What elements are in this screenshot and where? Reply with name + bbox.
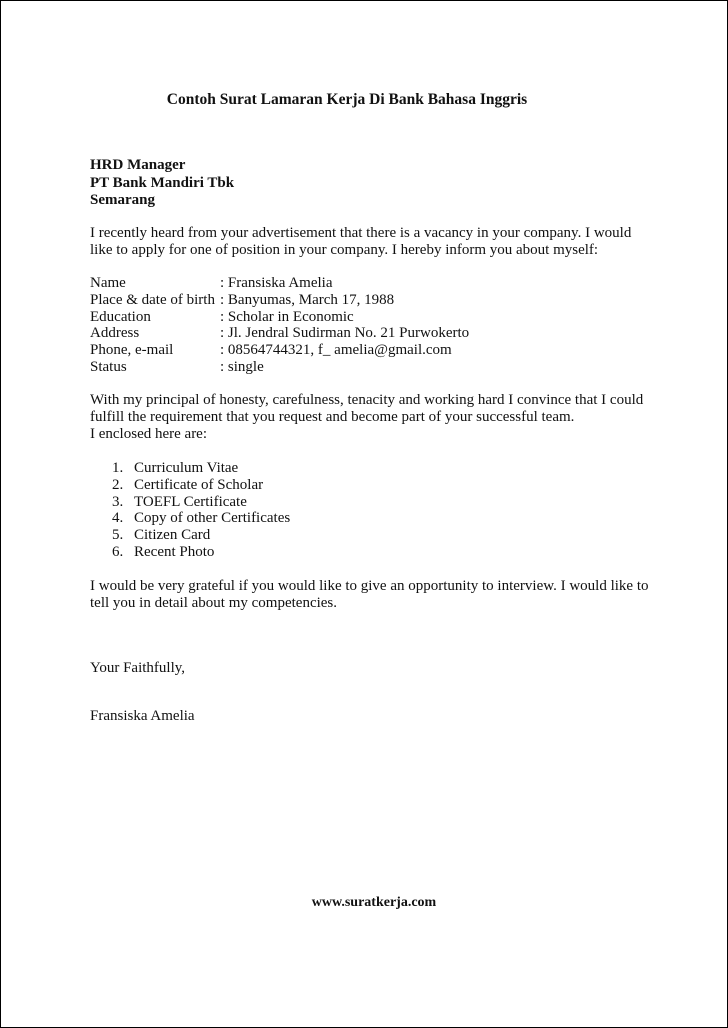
detail-value: : Banyumas, March 17, 1988 bbox=[220, 291, 395, 308]
detail-label: Place & date of birth bbox=[90, 291, 215, 308]
recipient-line-2: PT Bank Mandiri Tbk bbox=[90, 174, 235, 191]
list-item bbox=[112, 510, 290, 527]
detail-label: Name bbox=[90, 275, 126, 291]
list-item-number: 1. bbox=[112, 460, 124, 476]
detail-value: : single bbox=[220, 358, 264, 375]
detail-row bbox=[90, 325, 469, 342]
list-item bbox=[112, 477, 290, 494]
detail-label: Status bbox=[90, 358, 127, 375]
detail-row bbox=[90, 292, 469, 309]
list-item-number: 2. bbox=[112, 476, 124, 493]
detail-value: : Fransiska Amelia bbox=[220, 275, 333, 291]
closing-salutation: Your Faithfully, bbox=[90, 660, 186, 676]
recipient-block bbox=[90, 157, 234, 210]
conviction-text: With my principal of honesty, carefulness, tenacity and working hard I convince that I could fulfill the requirement that you request and become part of your successful team. bbox=[90, 392, 644, 425]
list-item-number: 5. bbox=[112, 527, 124, 544]
list-item bbox=[112, 527, 290, 544]
detail-value: : Jl. Jendral Sudirman No. 21 Purwokerto bbox=[220, 325, 470, 342]
detail-label: Education bbox=[90, 308, 151, 325]
document-title-text: Contoh Surat Lamaran Kerja Di Bank Bahasa Inggris bbox=[166, 91, 528, 108]
signature-name: Fransiska Amelia bbox=[90, 708, 195, 724]
list-item-text: Certificate of Scholar bbox=[134, 476, 264, 493]
enclosed-intro: I enclosed here are: bbox=[90, 426, 208, 442]
detail-label: Phone, e-mail bbox=[90, 342, 174, 359]
list-item bbox=[112, 494, 290, 511]
list-item-text: Copy of other Certificates bbox=[134, 510, 291, 527]
list-item bbox=[112, 460, 290, 477]
list-item-text: Recent Photo bbox=[134, 543, 215, 560]
interview-paragraph: I would be very grateful if you would like to give an opportunity to interview. I would like to tell you in detail about my competencies. bbox=[90, 578, 649, 611]
list-item-text: Citizen Card bbox=[134, 527, 211, 544]
footer-website bbox=[1, 895, 727, 911]
detail-row bbox=[90, 309, 469, 326]
detail-label: Address bbox=[90, 325, 140, 342]
recipient-line-1: HRD Manager bbox=[90, 157, 186, 173]
document-title bbox=[1, 91, 727, 109]
list-item bbox=[112, 544, 290, 561]
detail-row bbox=[90, 342, 469, 359]
footer-website-text: www.suratkerja.com bbox=[311, 895, 437, 910]
list-item-text: Curriculum Vitae bbox=[134, 460, 239, 476]
list-item-text: TOEFL Certificate bbox=[134, 493, 247, 510]
list-item-number: 4. bbox=[112, 510, 124, 527]
recipient-line-3: Semarang bbox=[90, 192, 155, 208]
detail-row bbox=[90, 275, 469, 292]
detail-value: : Scholar in Economic bbox=[220, 308, 354, 325]
list-item-number: 6. bbox=[112, 543, 124, 560]
list-item-number: 3. bbox=[112, 493, 124, 510]
enclosure-list bbox=[112, 460, 290, 561]
detail-value: : 08564744321, f_ amelia@gmail.com bbox=[220, 342, 452, 359]
personal-details bbox=[90, 275, 469, 376]
intro-paragraph: I recently heard from your advertisement that there is a vacancy in your company. I would like to apply for one of position in your company. I hereby inform you about myself: bbox=[90, 225, 632, 258]
conviction-paragraph bbox=[90, 392, 650, 443]
detail-row bbox=[90, 359, 469, 376]
